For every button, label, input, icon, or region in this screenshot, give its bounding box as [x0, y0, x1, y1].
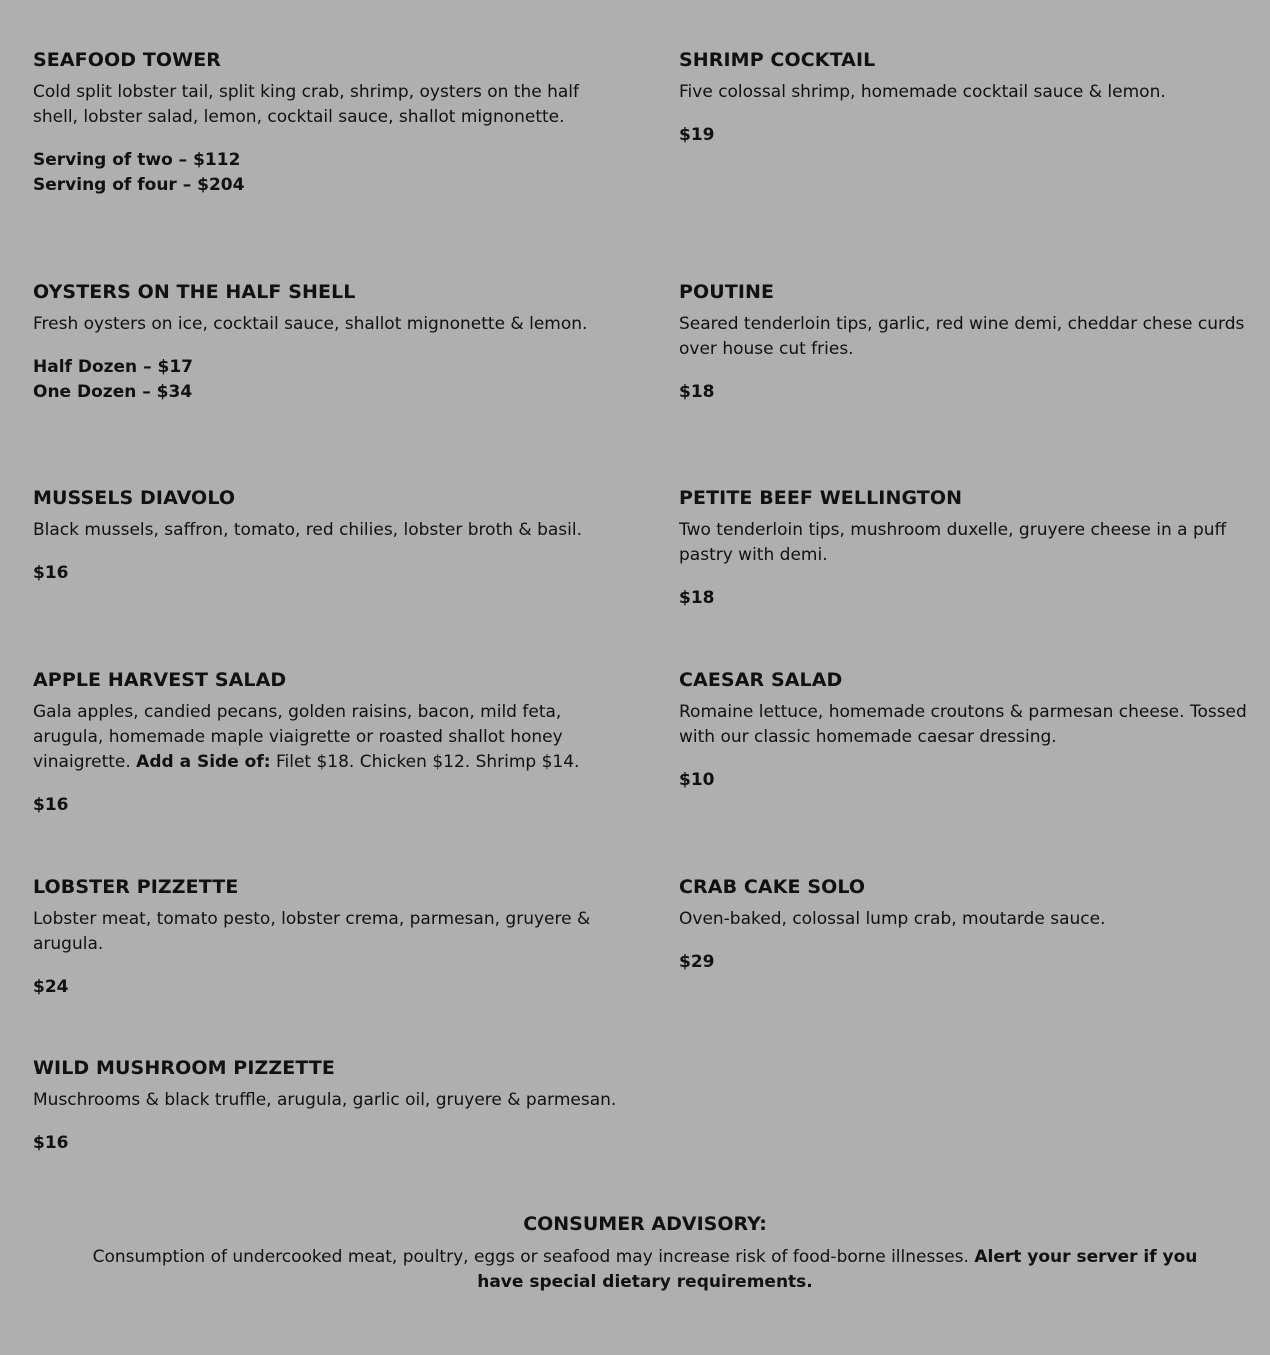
advisory-text [80, 1245, 1210, 1295]
menu-item [33, 47, 613, 198]
item-title: LOBSTER PIZZETTE [33, 876, 239, 898]
item-description: Seared tenderloin tips, garlic, red wine demi, cheddar chese curds over house cut fries. [679, 314, 1245, 359]
item-title: POUTINE [679, 281, 775, 303]
menu-item [679, 485, 1249, 611]
menu-item [679, 279, 1249, 405]
item-title: CAESAR SALAD [679, 669, 843, 691]
advisory-title: CONSUMER ADVISORY: [523, 1213, 767, 1235]
item-description: Fresh oysters on ice, cocktail sauce, shallot mignonette & lemon. [33, 314, 588, 334]
consumer-advisory [80, 1211, 1210, 1295]
price-option: Serving of four – $204 [33, 175, 245, 195]
item-price [679, 950, 1249, 975]
item-price [33, 561, 613, 586]
item-price [33, 148, 613, 198]
price-option: $16 [33, 795, 69, 815]
item-title: MUSSELS DIAVOLO [33, 487, 236, 509]
item-title: SEAFOOD TOWER [33, 49, 222, 71]
menu-item [679, 47, 1249, 148]
item-price [679, 768, 1249, 793]
addon-label: Add a Side of: [136, 752, 271, 772]
item-title: PETITE BEEF WELLINGTON [679, 487, 963, 509]
addon-text: Filet $18. Chicken $12. Shrimp $14. [275, 752, 580, 772]
item-title: APPLE HARVEST SALAD [33, 669, 287, 691]
price-option: $16 [33, 1133, 69, 1153]
menu-item [33, 279, 613, 405]
item-price [33, 355, 613, 405]
item-description: Two tenderloin tips, mushroom duxelle, gruyere cheese in a puff pastry with demi. [679, 520, 1227, 565]
item-description: Lobster meat, tomato pesto, lobster crema, parmesan, gruyere & arugula. [33, 909, 591, 954]
item-description: Cold split lobster tail, split king crab, shrimp, oysters on the half shell, lobster salad, lemon, cocktail sauce, shallot mignonette. [33, 82, 580, 127]
menu-item [679, 667, 1249, 793]
price-option: $18 [679, 382, 715, 402]
advisory-alert: Alert your server if you have special dietary requirements. [477, 1247, 1198, 1292]
menu-item [33, 874, 613, 1000]
price-option: $29 [679, 952, 715, 972]
price-option: $10 [679, 770, 715, 790]
item-description: Oven-baked, colossal lump crab, moutarde sauce. [679, 909, 1106, 929]
item-title: SHRIMP COCKTAIL [679, 49, 876, 71]
advisory-body: Consumption of undercooked meat, poultry, eggs or seafood may increase risk of food-borne illnesses. [92, 1247, 969, 1267]
item-price [33, 793, 613, 818]
item-price [679, 380, 1249, 405]
item-price [679, 586, 1249, 611]
item-description: Black mussels, saffron, tomato, red chilies, lobster broth & basil. [33, 520, 582, 540]
menu-item [33, 667, 613, 818]
price-option: One Dozen – $34 [33, 382, 193, 402]
item-price [33, 1131, 633, 1156]
item-price [679, 123, 1249, 148]
price-option: Half Dozen – $17 [33, 357, 193, 377]
item-description: Five colossal shrimp, homemade cocktail sauce & lemon. [679, 82, 1166, 102]
item-price [33, 975, 613, 1000]
menu-item [33, 485, 613, 586]
menu-item [33, 1055, 633, 1156]
price-option: Serving of two – $112 [33, 150, 241, 170]
price-option: $19 [679, 125, 715, 145]
item-description: Muschrooms & black truffle, arugula, garlic oil, gruyere & parmesan. [33, 1090, 617, 1110]
item-title: WILD MUSHROOM PIZZETTE [33, 1057, 335, 1079]
item-description-text: Gala apples, candied pecans, golden raisins, bacon, mild feta, arugula, homemade maple viaigrette or roasted shallot honey vinaigrette. [33, 702, 563, 772]
price-option: $16 [33, 563, 69, 583]
menu-item [679, 874, 1249, 975]
item-description: Romaine lettuce, homemade croutons & parmesan cheese. Tossed with our classic homemade caesar dressing. [679, 702, 1247, 747]
price-option: $18 [679, 588, 715, 608]
price-option: $24 [33, 977, 69, 997]
item-description [33, 700, 613, 775]
item-title: CRAB CAKE SOLO [679, 876, 866, 898]
item-title: OYSTERS ON THE HALF SHELL [33, 281, 356, 303]
